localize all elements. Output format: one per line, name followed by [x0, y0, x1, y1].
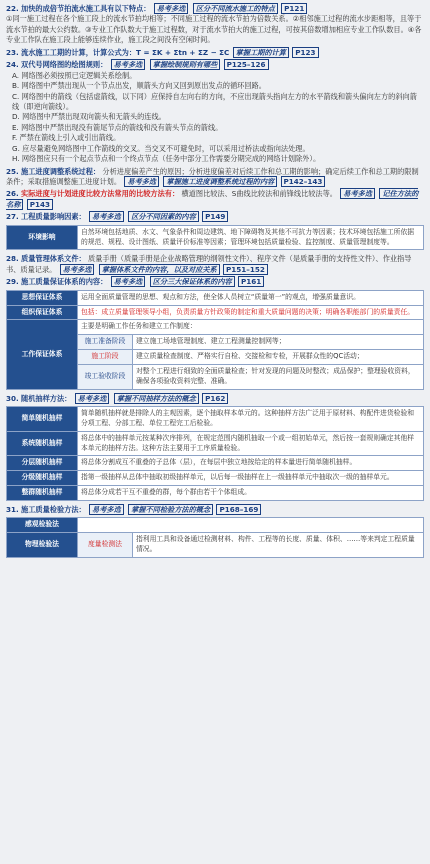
tag: 掌握绘制规则有哪些 [150, 59, 221, 70]
item-number: 24. [6, 60, 19, 70]
table-row [7, 486, 424, 501]
tag: 区分不同因素的内容 [128, 211, 199, 222]
item-title: 加快的成倍节拍流水施工具有以下特点： [21, 4, 151, 13]
table-row [7, 456, 424, 471]
row-label: 组织保证体系 [7, 305, 78, 320]
table-row [7, 290, 424, 305]
row-label: 感观检验法 [7, 518, 78, 533]
tag: 易考多选 [111, 59, 146, 70]
tag: 掌握不同抽样方法的概念 [114, 393, 199, 404]
page-ref: P142–143 [281, 176, 326, 187]
tag: 记住方法的名称 [6, 189, 419, 209]
tag: 掌握体系文件的内容，以及对应关系 [99, 264, 220, 275]
row-text: 运用全面质量管理的思想、观点和方法，使全体人员树立“质量第一”的观点，增强质量意识。 [78, 290, 424, 305]
stage-text: 对整个工程进行细致的全面质量检查；针对发现的问题及时整改；成品保护；整理验收资料，确保各项验收资料完整、准确。 [133, 364, 424, 389]
row-text: 将总体分割成互不重叠的子总体（层），在每层中独立地按给定的样本量进行简单随机抽样。 [78, 456, 424, 471]
page-ref: P151–152 [223, 264, 268, 275]
row-text: 包括：成立质量管理领导小组，负责质量方针政策的制定和重大质量问题的决策；明确各职能部门的质量责任。 [78, 305, 424, 320]
item-body: 横道图比较法、S曲线比较法和前锋线比较法等。 [181, 189, 337, 199]
tag: 易考多选 [154, 3, 189, 14]
row-label: 环境影响 [7, 225, 78, 250]
tag: 易考多选 [60, 264, 95, 275]
row-text: 简单随机抽样就是排除人的主观因素，逐个抽取样本单元的。这种抽样方法广泛用于原材料、构配件进货检验和分项工程、分部工程、单位工程完工后检验。 [78, 407, 424, 432]
item-title: 实际进度与计划进度比较方法常用的比较方法有： [21, 189, 180, 199]
rule-f: F. 严禁在箭线上引入或引出箭线。 [12, 133, 121, 143]
tag: 区分三大保证体系的内容 [150, 276, 235, 287]
item-number: 22. [6, 4, 19, 13]
tag: 易考多选 [89, 504, 124, 515]
tag: 易考多选 [111, 276, 146, 287]
item-number: 30. [6, 393, 19, 403]
item-number: 27. [6, 212, 19, 222]
rule-b: B. 网络图中严禁出现从一个节点出发，顺箭头方向又回到原出发点的循环回路。 [12, 81, 266, 91]
page-ref: P162 [202, 393, 228, 404]
row-label: 思想保证体系 [7, 290, 78, 305]
rule-g: G. 应尽量避免网络图中工作箭线的交叉。当交叉不可避免时，可以采用过桥法或指向法处理。 [12, 143, 310, 153]
row-text: 将总体分成若干互不重叠的群，每个群由若干个体组成。 [78, 486, 424, 501]
tag: 易考多选 [75, 393, 110, 404]
table-row [7, 533, 424, 558]
table-row [7, 431, 424, 456]
item-30 [6, 394, 424, 501]
item-title: 双代号网络图的绘图规则： [21, 60, 108, 70]
stage-label: 施工阶段 [78, 350, 133, 365]
item-title: 施工质量保证体系的内容： [21, 277, 108, 287]
page-ref: P121 [281, 3, 307, 14]
stage-text: 建立质量检查制度、严格实行自检、交接检和专检，开展群众性的QC活动； [133, 350, 424, 365]
row-text: 指第一级抽样从总体中抽取初级抽样单元，以后每一级抽样在上一级抽样单元中抽取次一级的抽样单元。 [78, 471, 424, 486]
row-label: 物理检验法 [7, 533, 78, 558]
row-label: 整群随机抽样 [7, 486, 78, 501]
page-ref: P168–169 [216, 504, 261, 515]
stage-label: 施工准备阶段 [78, 335, 133, 350]
rule-c: C. 网络图中的箭线（包括虚箭线，以下同）应保持自左向右的方向，不应出现箭头指向左方的水平箭线和箭头偏向左方的斜向箭线（即逆向箭线）。 [12, 91, 417, 111]
row-label: 分级随机抽样 [7, 471, 78, 486]
sampling-method-table [6, 406, 424, 501]
tag: 掌握工期的计算 [233, 47, 289, 58]
item-28 [6, 254, 424, 275]
tag: 掌握施工进度调整系统过程的内容 [163, 176, 277, 187]
stage-label: 度量检测法 [78, 533, 133, 558]
tag: 区分不同流水施工的特点 [193, 3, 278, 14]
page-ref: P161 [238, 276, 264, 287]
row-label: 分层随机抽样 [7, 456, 78, 471]
rule-e: E. 网络图中严禁出现没有箭尾节点的箭线和没有箭头节点的箭线。 [12, 122, 223, 132]
table-row [7, 471, 424, 486]
item-29 [6, 277, 424, 389]
inspection-method-table [6, 517, 424, 558]
item-title: 流水施工工期的计算，计算公式为：T = ΣK + Σtn + ΣZ − ΣC [21, 47, 230, 57]
row-text: 指利用工具和设备通过检测材料、构件、工程等的长度、质量、体积、……等来判定工程质量情况。 [133, 533, 424, 558]
row-text: 将总体中的抽样单元按某种次序排列，在规定范围内随机抽取一个或一组初始单元，然后按一套规则确定其他样本单元的抽样方法。这种方法主要用于工序质量检验。 [78, 431, 424, 456]
tag: 易考多选 [124, 176, 159, 187]
item-number: 26. [6, 189, 19, 199]
item-number: 29. [6, 277, 19, 287]
item-number: 31. [6, 505, 19, 514]
rule-d: D. 网络图中严禁出现双向箭头和无箭头的连线。 [12, 112, 166, 122]
stage-text: 建立施工场地管理制度、建立工程测量控制网等； [133, 335, 424, 350]
item-body: ①同一施工过程在各个施工段上的流水节拍均相等；不同施工过程的流水节拍为倍数关系。②相邻施工过程的流水步距相等，且等于流水节拍的最大公约数。③专业工作队数大于施工过程数，对于流水节拍大的施工过程，可按其倍数增加相应专业工作队数目。④各专业工作队在施工段上能够连续作业，施工段之间没有空闲时间。 [6, 14, 422, 45]
item-number: 25. [6, 166, 19, 176]
page-ref: P143 [27, 199, 53, 210]
item-22 [6, 4, 424, 46]
row-text: 主要是明确工作任务和建立工作制度： [78, 320, 424, 335]
quality-factor-table [6, 225, 424, 251]
page-ref: P123 [292, 47, 318, 58]
table-row [7, 518, 424, 533]
item-26 [6, 189, 424, 210]
item-number: 28. [6, 254, 19, 264]
table-row [7, 320, 424, 335]
item-24 [6, 60, 424, 164]
tag: 易考多选 [89, 211, 124, 222]
page-ref: P125–126 [224, 59, 269, 70]
item-27 [6, 212, 424, 250]
item-title: 施工进度调整系统过程： [21, 166, 101, 176]
table-row [7, 305, 424, 320]
item-title: 质量管理体系文件： [21, 254, 86, 264]
tag: 掌握不同检验方法的概念 [128, 504, 213, 515]
row-label: 工作保证体系 [7, 320, 78, 389]
row-text [78, 518, 424, 533]
item-23 [6, 48, 424, 58]
tag: 易考多选 [340, 188, 375, 199]
row-label: 系统随机抽样 [7, 431, 78, 456]
item-title: 施工质量检验方法： [21, 505, 86, 514]
item-25 [6, 167, 424, 188]
stage-label: 竣工验收阶段 [78, 364, 133, 389]
item-body: 质量手册（质量手册是企业战略管理的纲领性文件）、程序文件（是质量手册的支持性文件）、作业指导书、质量记录。 [6, 254, 412, 274]
row-label: 简单随机抽样 [7, 407, 78, 432]
row-text: 自然环境包括地质、水文、气象条件和周边建筑、地下障碍物及其他不可抗力等因素；技术环境包括施工所依据的规范、规程、设计图纸、质量评价标准等因素；管理环境包括质量检验、监控制度、质量管理制度等。 [78, 225, 424, 250]
quality-assurance-table [6, 290, 424, 390]
table-row [7, 407, 424, 432]
rule-a: A. 网络图必须按照已定逻辑关系绘制。 [12, 70, 137, 80]
table-row [7, 225, 424, 250]
item-title: 随机抽样方法： [21, 393, 72, 403]
item-title: 工程质量影响因素： [21, 212, 86, 222]
item-number: 23. [6, 47, 19, 57]
item-31 [6, 505, 424, 558]
item-body: 分析进度偏差产生的原因；分析进度偏差对后续工作和总工期的影响；确定后续工作和总工期的限制条件；采取措施调整施工进度计划。 [6, 166, 419, 186]
page-ref: P149 [202, 211, 228, 222]
rule-h: H. 网络图应只有一个起点节点和一个终点节点（任务中部分工作需要分期完成的网络计划除外）。 [12, 154, 321, 164]
